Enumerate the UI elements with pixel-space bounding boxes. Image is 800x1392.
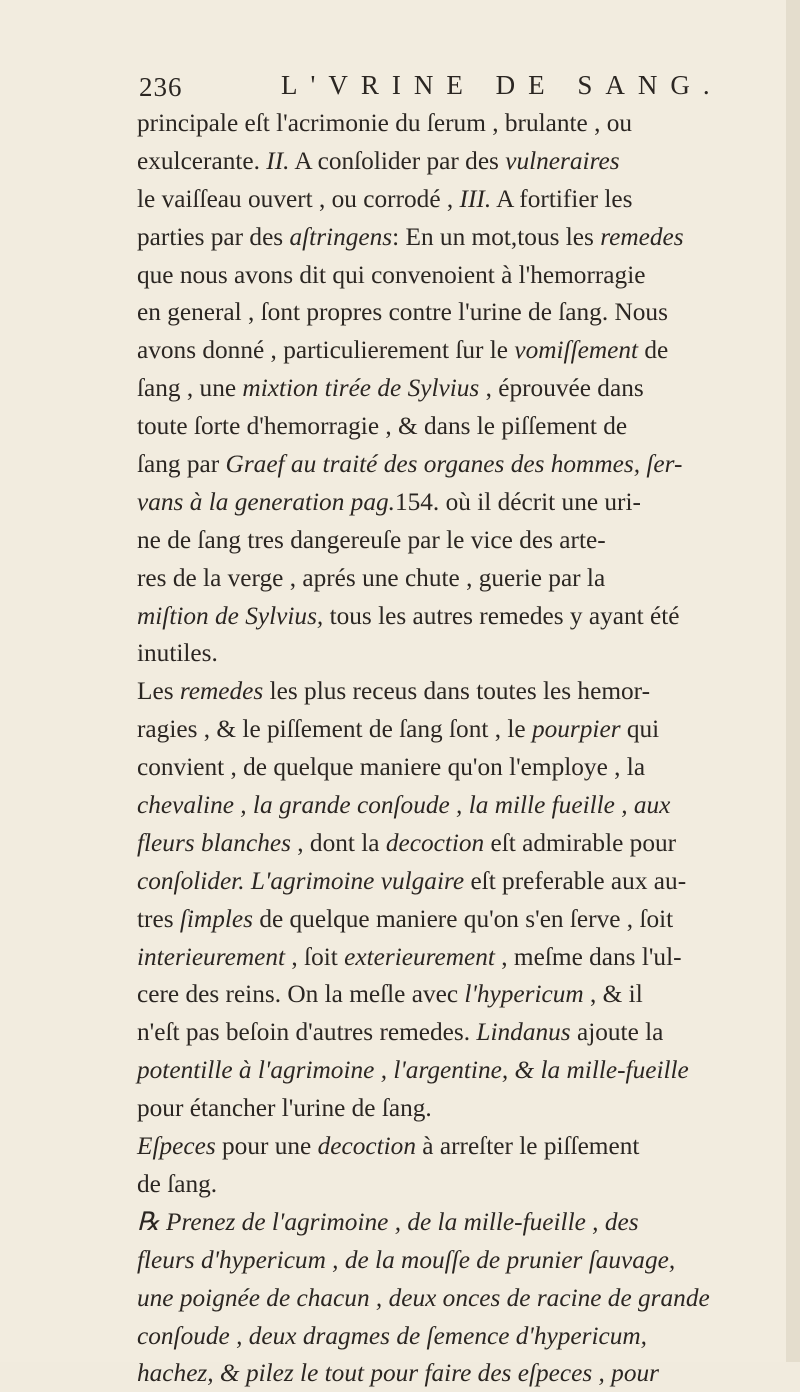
text-line <box>137 672 792 710</box>
roman-text: pour une <box>215 1131 318 1161</box>
text-line <box>137 900 792 938</box>
text-line <box>137 748 792 786</box>
italic-text: II. <box>266 145 290 175</box>
text-line <box>137 521 792 559</box>
italic-text: Graef au traité des organes des hommes, ſer- <box>225 449 683 479</box>
roman-text: tous les autres remedes y ayant été <box>323 600 680 630</box>
text-line <box>137 256 792 294</box>
roman-text: exulcerante. <box>137 145 267 175</box>
italic-text: pourpier <box>531 714 621 744</box>
text-line <box>137 104 792 142</box>
italic-text: Eſpeces <box>137 1131 216 1161</box>
italic-text: mixtion tirée de Sylvius <box>242 373 480 403</box>
italic-text: une poignée de chacun , deux onces de racine de grande <box>137 1282 710 1312</box>
page-header <box>135 64 723 104</box>
text-line <box>137 331 792 369</box>
text-line <box>137 824 792 862</box>
roman-text: que nous avons dit qui convenoient à l'hemorragie <box>137 259 646 289</box>
italic-text: ℞ Prenez de l'agrimoine , de la mille-fueille , des <box>137 1206 639 1236</box>
roman-text: le vaiſſeau ouvert , ou corrodé , <box>137 183 460 213</box>
roman-text: Les <box>137 676 180 706</box>
italic-text: exterieurement <box>344 941 495 971</box>
italic-text: chevaline , la grande conſoude , la mille fueille , aux <box>137 790 671 820</box>
roman-text: qui <box>620 714 660 744</box>
roman-text: ragies , & le piſſement de ſang ſont , le <box>137 714 532 744</box>
text-line <box>137 597 792 635</box>
italic-text: l'hypericum <box>464 979 584 1009</box>
roman-text: inutiles. <box>137 638 218 668</box>
text-line <box>137 407 792 445</box>
roman-text: ajoute la <box>570 1017 664 1047</box>
text-line <box>137 975 792 1013</box>
roman-text: ne de ſang tres dangereuſe par le vice des arte- <box>137 524 606 554</box>
text-line <box>137 1241 792 1279</box>
text-line <box>137 634 792 672</box>
running-head: L'VRINE DE SANG. <box>281 70 723 100</box>
roman-text: avons donné , particulierement ſur le <box>137 335 515 365</box>
text-line <box>137 483 792 521</box>
italic-text: miſtion de Sylvius, <box>137 600 324 630</box>
text-line <box>137 445 792 483</box>
text-line <box>137 786 792 824</box>
italic-text: aſtringens <box>289 221 393 251</box>
italic-text: potentille à l'agrimoine , l'argentine, & la mille-fueille <box>137 1055 689 1085</box>
roman-text: de ſang. <box>137 1168 218 1198</box>
italic-text: conſolider. L'agrimoine vulgaire <box>137 865 465 895</box>
text-line <box>137 1165 792 1203</box>
italic-text: Lindanus <box>476 1017 571 1047</box>
roman-text: eſt preferable aux au- <box>464 865 687 895</box>
roman-text: à arreſter le piſſement <box>415 1131 640 1161</box>
roman-text: n'eſt pas beſoin d'autres remedes. <box>137 1017 477 1047</box>
italic-text: vomiſſement <box>514 335 639 365</box>
text-line <box>137 369 792 407</box>
roman-text: toute ſorte d'hemorragie , & dans le piſſement de <box>137 411 628 441</box>
roman-text: , éprouvée dans <box>479 373 644 403</box>
roman-text: principale eſt l'acrimonie du ſerum , brulante , ou <box>137 108 633 137</box>
text-line <box>137 180 792 218</box>
roman-text: : En un mot,tous les <box>392 221 601 251</box>
italic-text: decoction <box>385 827 485 857</box>
roman-text: pour étancher l'urine de ſang. <box>137 1093 432 1123</box>
roman-text: de quelque maniere qu'on s'en ſerve , ſoit <box>252 903 674 933</box>
italic-text: decoction <box>317 1131 416 1161</box>
text-line <box>137 1127 792 1165</box>
text-line <box>137 1089 792 1127</box>
text-line <box>137 142 792 180</box>
text-line <box>137 218 792 256</box>
text-line <box>137 1354 792 1392</box>
roman-text: ſang par <box>137 449 226 479</box>
italic-text: III. <box>459 183 492 213</box>
italic-text: hachez, & pilez le tout pour faire des eſpeces , pour <box>137 1358 659 1388</box>
italic-text: remedes <box>600 221 684 251</box>
italic-text: vans à la generation pag. <box>137 486 395 516</box>
body-text <box>137 104 797 1392</box>
roman-text: , ſoit <box>285 941 345 971</box>
text-line <box>137 1279 792 1317</box>
roman-text: parties par des <box>137 221 290 251</box>
text-line <box>137 862 792 900</box>
italic-text: fleurs d'hypericum , de la mouſſe de prunier ſauvage, <box>137 1244 676 1274</box>
italic-text: fleurs blanches <box>137 827 291 857</box>
roman-text: tres <box>137 903 180 933</box>
roman-text: , dont la <box>290 827 386 857</box>
roman-text: A conſolider par des <box>289 145 506 175</box>
roman-text: en general , ſont propres contre l'urine de ſang. Nous <box>137 297 668 327</box>
italic-text: remedes <box>179 676 264 706</box>
text-line <box>137 293 792 331</box>
text-line <box>137 559 792 597</box>
text-line <box>137 1013 792 1051</box>
italic-text: vulneraires <box>505 145 620 175</box>
text-line <box>137 1051 792 1089</box>
roman-text: convient , de quelque maniere qu'on l'employe , la <box>137 752 646 782</box>
italic-text: ſimples <box>179 903 253 933</box>
roman-text: res de la verge , aprés une chute , guerie par la <box>137 562 606 592</box>
roman-text: , meſme dans l'ul- <box>494 941 682 971</box>
page-number: 236 <box>139 72 183 102</box>
roman-text: ſang , une <box>137 373 243 403</box>
roman-text: , & il <box>583 979 643 1009</box>
roman-text: eſt admirable pour <box>484 827 677 857</box>
text-line <box>137 710 792 748</box>
text-line <box>137 938 792 976</box>
roman-text: de <box>638 335 669 365</box>
text-line <box>137 1203 792 1241</box>
italic-text: interieurement <box>137 941 286 971</box>
roman-text: les plus receus dans toutes les hemor- <box>263 676 651 706</box>
roman-text: A fortifier les <box>491 183 633 213</box>
roman-text: 154. où il décrit une uri- <box>394 486 641 516</box>
text-line <box>137 1317 792 1355</box>
roman-text: cere des reins. On la meſle avec <box>137 979 465 1009</box>
italic-text: conſoude , deux dragmes de ſemence d'hypericum, <box>137 1320 647 1350</box>
